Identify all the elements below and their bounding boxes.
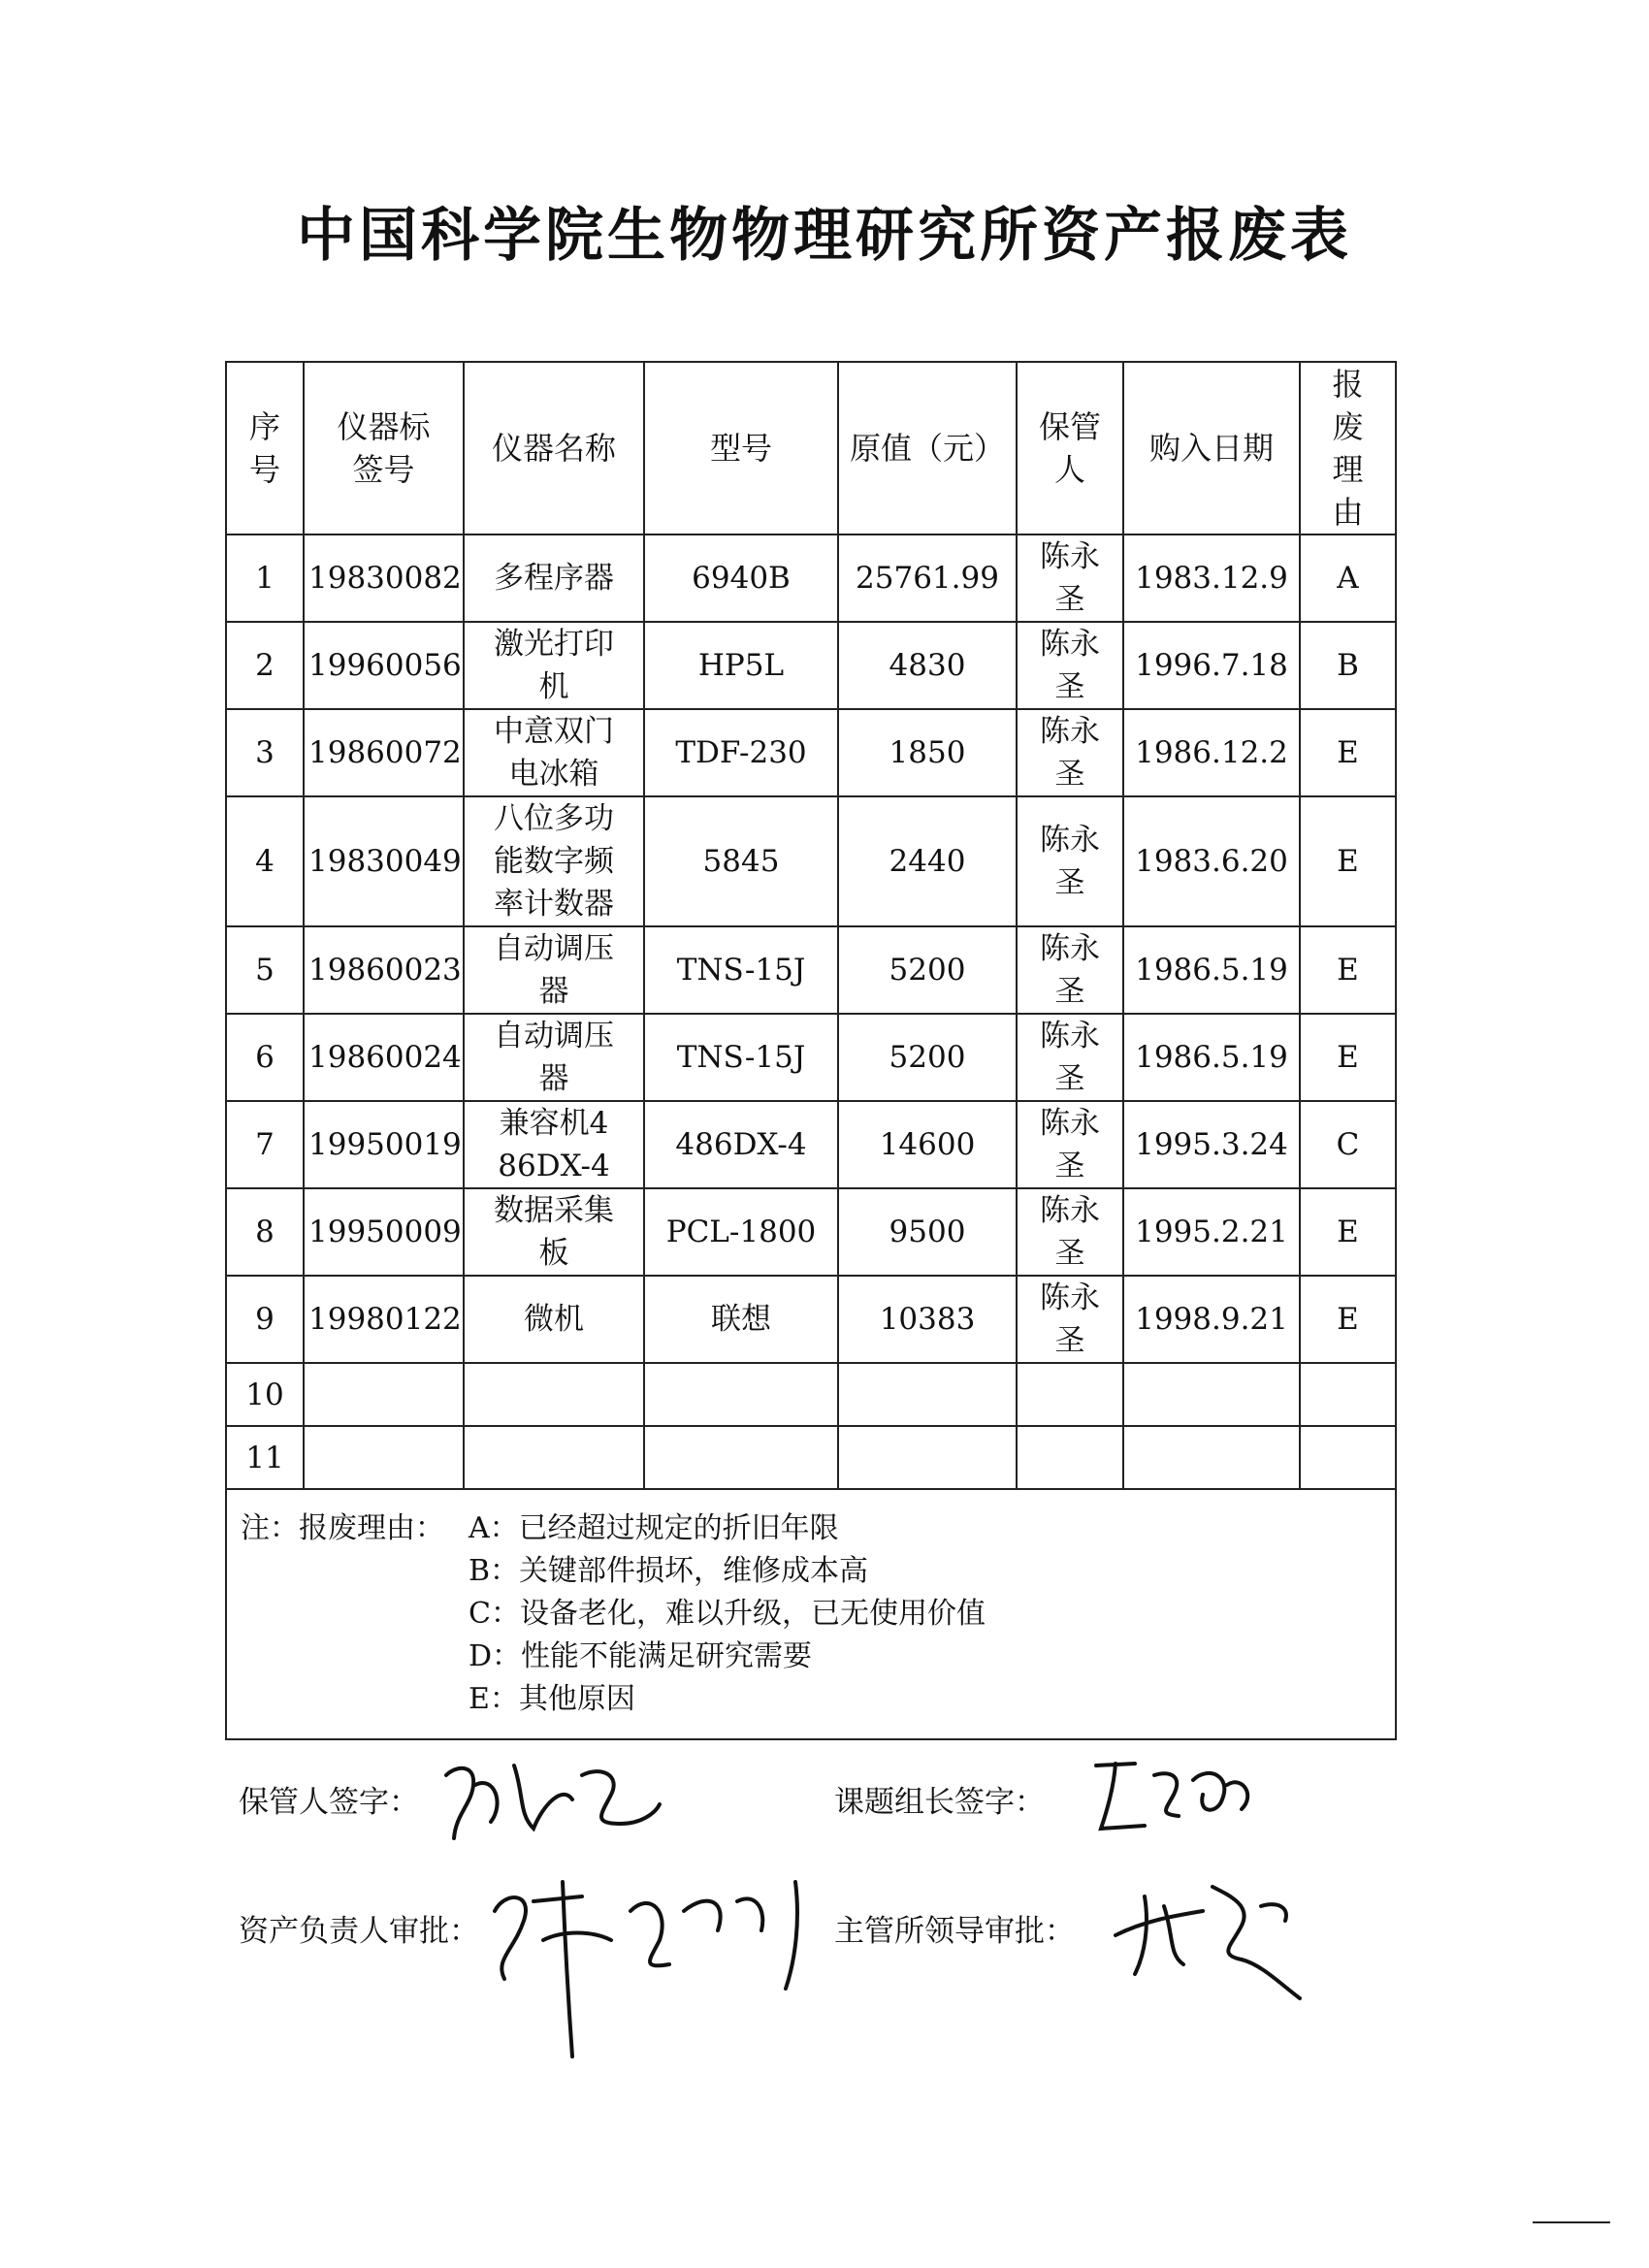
table-row <box>226 1276 1396 1363</box>
scrap-reason: E <box>1300 796 1396 926</box>
asset-approval-label: 资产负责人审批： <box>239 1914 479 1949</box>
scrap-reason-note <box>226 1489 1396 1739</box>
instrument-model: HP5L <box>644 622 838 709</box>
scrap-reason: E <box>1300 709 1396 796</box>
instrument-name: 八位多功能数字频率计数器 <box>464 796 644 926</box>
keeper-name: 陈永圣 <box>1017 622 1123 709</box>
instrument-name: 兼容机486DX-4 <box>464 1101 644 1188</box>
row-number: 9 <box>226 1276 304 1363</box>
table-row <box>226 1014 1396 1101</box>
divider <box>1533 2221 1610 2223</box>
instrument-tag: 19860072 <box>304 709 464 796</box>
director-approval-signature <box>1106 1867 1319 2003</box>
table-row <box>226 926 1396 1014</box>
asset-scrap-table <box>225 361 1397 1740</box>
original-value: 14600 <box>838 1101 1017 1188</box>
instrument-model: TNS-15J <box>644 1014 838 1101</box>
instrument-model: 5845 <box>644 796 838 926</box>
header-cell: 购入日期 <box>1123 362 1300 535</box>
instrument-model: TNS-15J <box>644 926 838 1014</box>
original-value: 5200 <box>838 1014 1017 1101</box>
row-number: 5 <box>226 926 304 1014</box>
keeper-name: 陈永圣 <box>1017 1014 1123 1101</box>
row-number: 7 <box>226 1101 304 1188</box>
instrument-name: 微机 <box>464 1276 644 1363</box>
instrument-name: 数据采集板 <box>464 1188 644 1276</box>
keeper-name: 陈永圣 <box>1017 709 1123 796</box>
instrument-tag: 19830082 <box>304 535 464 622</box>
instrument-name: 多程序器 <box>464 535 644 622</box>
scrap-reason: E <box>1300 1188 1396 1276</box>
instrument-model: TDF-230 <box>644 709 838 796</box>
row-number: 4 <box>226 796 304 926</box>
keeper-name: 陈永圣 <box>1017 926 1123 1014</box>
page-title: 中国科学院生物物理研究所资产报废表 <box>297 202 1352 270</box>
director-approval-label: 主管所领导审批： <box>834 1914 1075 1949</box>
instrument-name: 中意双门电冰箱 <box>464 709 644 796</box>
header-cell: 原值（元） <box>838 362 1017 535</box>
scrap-reason: C <box>1300 1101 1396 1188</box>
instrument-tag: 19950009 <box>304 1188 464 1276</box>
instrument-tag: 19830049 <box>304 796 464 926</box>
instrument-model: 486DX-4 <box>644 1101 838 1188</box>
instrument-model: PCL-1800 <box>644 1188 838 1276</box>
instrument-model: 联想 <box>644 1276 838 1363</box>
row-number: 6 <box>226 1014 304 1101</box>
table-row <box>226 1101 1396 1188</box>
original-value: 25761.99 <box>838 535 1017 622</box>
purchase-date: 1983.6.20 <box>1123 796 1300 926</box>
asset-approval-signature <box>475 1853 824 2066</box>
note-item: A：已经超过规定的折旧年限 <box>469 1511 839 1545</box>
note-row <box>226 1489 1396 1739</box>
keeper-signature-label: 保管人签字： <box>239 1785 419 1820</box>
leader-signature <box>1077 1746 1271 1843</box>
keeper-name: 陈永圣 <box>1017 535 1123 622</box>
keeper-name: 陈永圣 <box>1017 796 1123 926</box>
scrap-reason: B <box>1300 622 1396 709</box>
purchase-date: 1995.3.24 <box>1123 1101 1300 1188</box>
row-number: 1 <box>226 535 304 622</box>
instrument-model: 6940B <box>644 535 838 622</box>
note-item: D：性能不能满足研究需要 <box>469 1639 813 1673</box>
keeper-signature <box>427 1746 679 1853</box>
header-cell: 仪器标签号 <box>304 362 464 535</box>
scrap-reason: E <box>1300 1276 1396 1363</box>
keeper-name: 陈永圣 <box>1017 1276 1123 1363</box>
header-cell: 型号 <box>644 362 838 535</box>
note-item: B：关键部件损坏，维修成本高 <box>469 1554 869 1588</box>
table-row <box>226 709 1396 796</box>
scrap-reason: E <box>1300 1014 1396 1101</box>
table-row <box>226 1426 1396 1489</box>
header-cell: 序号 <box>226 362 304 535</box>
purchase-date: 1998.9.21 <box>1123 1276 1300 1363</box>
table-row <box>226 535 1396 622</box>
purchase-date: 1986.12.2 <box>1123 709 1300 796</box>
keeper-name: 陈永圣 <box>1017 1188 1123 1276</box>
purchase-date: 1983.12.9 <box>1123 535 1300 622</box>
row-number: 2 <box>226 622 304 709</box>
instrument-tag: 19950019 <box>304 1101 464 1188</box>
original-value: 2440 <box>838 796 1017 926</box>
header-cell: 仪器名称 <box>464 362 644 535</box>
row-number: 3 <box>226 709 304 796</box>
purchase-date: 1986.5.19 <box>1123 1014 1300 1101</box>
purchase-date: 1996.7.18 <box>1123 622 1300 709</box>
row-number: 8 <box>226 1188 304 1276</box>
instrument-name: 自动调压器 <box>464 926 644 1014</box>
keeper-name: 陈永圣 <box>1017 1101 1123 1188</box>
note-item: E：其他原因 <box>469 1682 635 1716</box>
original-value: 1850 <box>838 709 1017 796</box>
table-row <box>226 622 1396 709</box>
table-row <box>226 796 1396 926</box>
header-cell: 报废理由 <box>1300 362 1396 535</box>
table-row <box>226 1188 1396 1276</box>
instrument-name: 自动调压器 <box>464 1014 644 1101</box>
instrument-tag: 19860024 <box>304 1014 464 1101</box>
table-row <box>226 1363 1396 1426</box>
original-value: 4830 <box>838 622 1017 709</box>
instrument-name: 激光打印机 <box>464 622 644 709</box>
original-value: 5200 <box>838 926 1017 1014</box>
original-value: 9500 <box>838 1188 1017 1276</box>
scrap-reason: A <box>1300 535 1396 622</box>
purchase-date: 1986.5.19 <box>1123 926 1300 1014</box>
original-value: 10383 <box>838 1276 1017 1363</box>
instrument-tag: 19980122 <box>304 1276 464 1363</box>
purchase-date: 1995.2.21 <box>1123 1188 1300 1276</box>
header-cell: 保管人 <box>1017 362 1123 535</box>
instrument-tag: 19860023 <box>304 926 464 1014</box>
row-number: 11 <box>226 1426 304 1489</box>
instrument-tag: 19960056 <box>304 622 464 709</box>
row-number: 10 <box>226 1363 304 1426</box>
scrap-reason: E <box>1300 926 1396 1014</box>
note-lead: 注：报废理由： <box>241 1511 444 1545</box>
note-item: C：设备老化，难以升级，已无使用价值 <box>469 1597 986 1631</box>
table-header-row <box>226 362 1396 535</box>
leader-signature-label: 课题组长签字： <box>834 1785 1045 1820</box>
